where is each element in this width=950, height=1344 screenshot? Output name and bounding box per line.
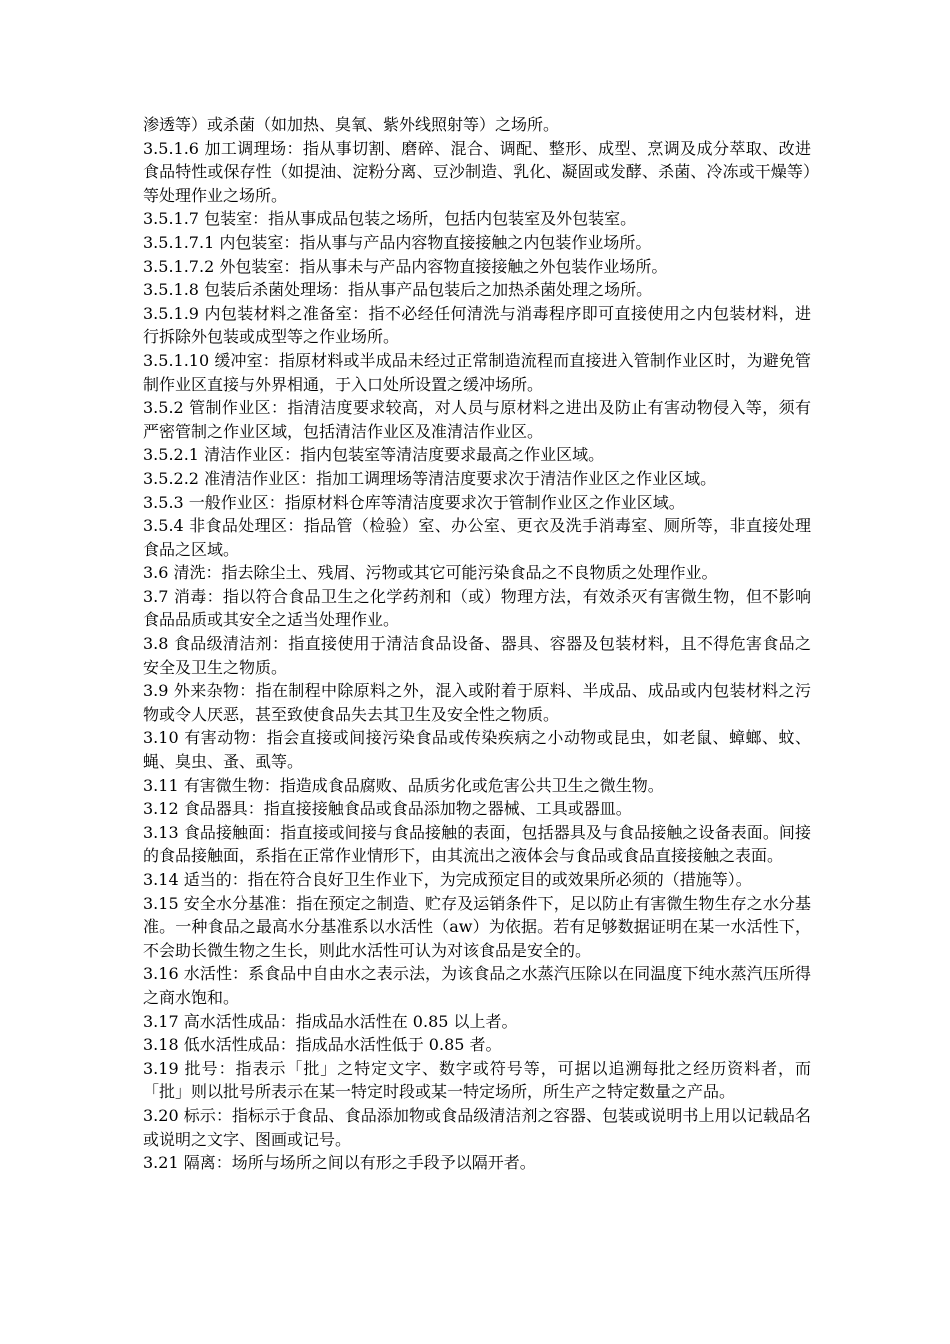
paragraph-3-12: 3.12 食品器具：指直接接触食品或食品添加物之器械、工具或器皿。 [143, 799, 632, 819]
paragraph-3-15: 3.15 安全水分基准：指在预定之制造、贮存及运销条件下，足以防止有害微生物生存之水分基准。一种食品之最高水分基准系以水活性（aw）为依据。若有足够数据证明在某一水活性下，不会助长微生物之生长，则此水活性可认为对该食品是安全的。 [143, 893, 811, 960]
paragraph-3-11: 3.11 有害微生物：指造成食品腐败、品质劣化或危害公共卫生之微生物。 [143, 775, 664, 795]
paragraph-3-5-2: 3.5.2 管制作业区：指清洁度要求较高，对人员与原材料之进出及防止有害动物侵入等，须有严密管制之作业区域，包括清洁作业区及准清洁作业区。 [143, 398, 811, 441]
paragraph-3-5-1-7-1: 3.5.1.7.1 内包装室：指从事与产品内容物直接接触之内包装作业场所。 [143, 232, 652, 252]
paragraph-3-18: 3.18 低水活性成品：指成品水活性低于 0.85 者。 [143, 1035, 502, 1055]
paragraph-3-5-1-10: 3.5.1.10 缓冲室：指原材料或半成品未经过正常制造流程而直接进入管制作业区时，为避免管制作业区直接与外界相通，于入口处所设置之缓冲场所。 [143, 350, 811, 394]
paragraph-3-5-2-2: 3.5.2.2 准清洁作业区：指加工调理场等清洁度要求次于清洁作业区之作业区域。 [143, 468, 717, 488]
paragraph-3-5-1-9: 3.5.1.9 内包装材料之准备室：指不必经任何清洗与消毒程序即可直接使用之内包装材料，进行拆除外包装或成型等之作业场所。 [143, 303, 811, 347]
paragraph-3-8: 3.8 食品级清洁剂：指直接使用于清洁食品设备、器具、容器及包装材料，且不得危害食品之安全及卫生之物质。 [143, 634, 811, 677]
paragraph-3-5-2-1: 3.5.2.1 清洁作业区：指内包装室等清洁度要求最高之作业区域。 [143, 445, 605, 465]
paragraph-3-19: 3.19 批号：指表示「批」之特定文字、数字或符号等，可据以追溯每批之经历资料者，而「批」则以批号所表示在某一特定时段或某一特定场所，所生产之特定数量之产品。 [143, 1058, 811, 1102]
document-body [143, 113, 811, 1175]
paragraph-3-5-1-8: 3.5.1.8 包装后杀菌处理场：指从事产品包装后之加热杀菌处理之场所。 [143, 280, 653, 300]
paragraph-3-6: 3.6 清洗：指去除尘土、残屑、污物或其它可能污染食品之不良物质之处理作业。 [143, 563, 718, 583]
paragraph-3-7: 3.7 消毒：指以符合食品卫生之化学药剂和（或）物理方法，有效杀灭有害微生物，但不影响食品品质或其安全之适当处理作业。 [143, 586, 811, 630]
paragraph-3-5-4: 3.5.4 非食品处理区：指品管（检验）室、办公室、更衣及洗手消毒室、厕所等，非直接处理食品之区域。 [143, 516, 811, 559]
paragraph-3-13: 3.13 食品接触面：指直接或间接与食品接触的表面，包括器具及与食品接触之设备表面。间接的食品接触面，系指在正常作业情形下，由其流出之液体会与食品或食品直接接触之表面。 [143, 822, 811, 866]
paragraph-3-16: 3.16 水活性：系食品中自由水之表示法，为该食品之水蒸汽压除以在同温度下纯水蒸汽压所得之商水饱和。 [143, 964, 811, 1007]
paragraph-3-5-3: 3.5.3 一般作业区：指原材料仓库等清洁度要求次于管制作业区之作业区域。 [143, 492, 685, 512]
paragraph-3-21: 3.21 隔离：场所与场所之间以有形之手段予以隔开者。 [143, 1153, 536, 1173]
paragraph-continuation: 渗透等）或杀菌（如加热、臭氧、紫外线照射等）之场所。 [143, 115, 560, 134]
paragraph-3-20: 3.20 标示：指标示于食品、食品添加物或食品级清洁剂之容器、包装或说明书上用以记载品名或说明之文字、图画或记号。 [143, 1105, 811, 1149]
paragraph-3-5-1-7-2: 3.5.1.7.2 外包装室：指从事未与产品内容物直接接触之外包装作业场所。 [143, 256, 668, 276]
paragraph-3-5-1-7: 3.5.1.7 包装室：指从事成品包装之场所，包括内包装室及外包装室。 [143, 209, 637, 229]
paragraph-3-14: 3.14 适当的：指在符合良好卫生作业下，为完成预定目的或效果所必须的（措施等）。 [143, 870, 752, 889]
paragraph-3-17: 3.17 高水活性成品：指成品水活性在 0.85 以上者。 [143, 1011, 518, 1031]
paragraph-3-5-1-6: 3.5.1.6 加工调理场：指从事切割、磨碎、混合、调配、整形、成型、烹调及成分萃取、改进食品特性或保存性（如提油、淀粉分离、豆沙制造、乳化、凝固或发酵、杀菌、冷冻或干燥等）等处理作业之场所。 [143, 138, 811, 205]
paragraph-3-10: 3.10 有害动物：指会直接或间接污染食品或传染疾病之小动物或昆虫，如老鼠、蟑螂、蚊、蝇、臭虫、蚤、虱等。 [143, 728, 811, 772]
paragraph-3-9: 3.9 外来杂物：指在制程中除原料之外，混入或附着于原料、半成品、成品或内包装材料之污物或令人厌恶，甚至致使食品失去其卫生及安全性之物质。 [143, 681, 811, 724]
